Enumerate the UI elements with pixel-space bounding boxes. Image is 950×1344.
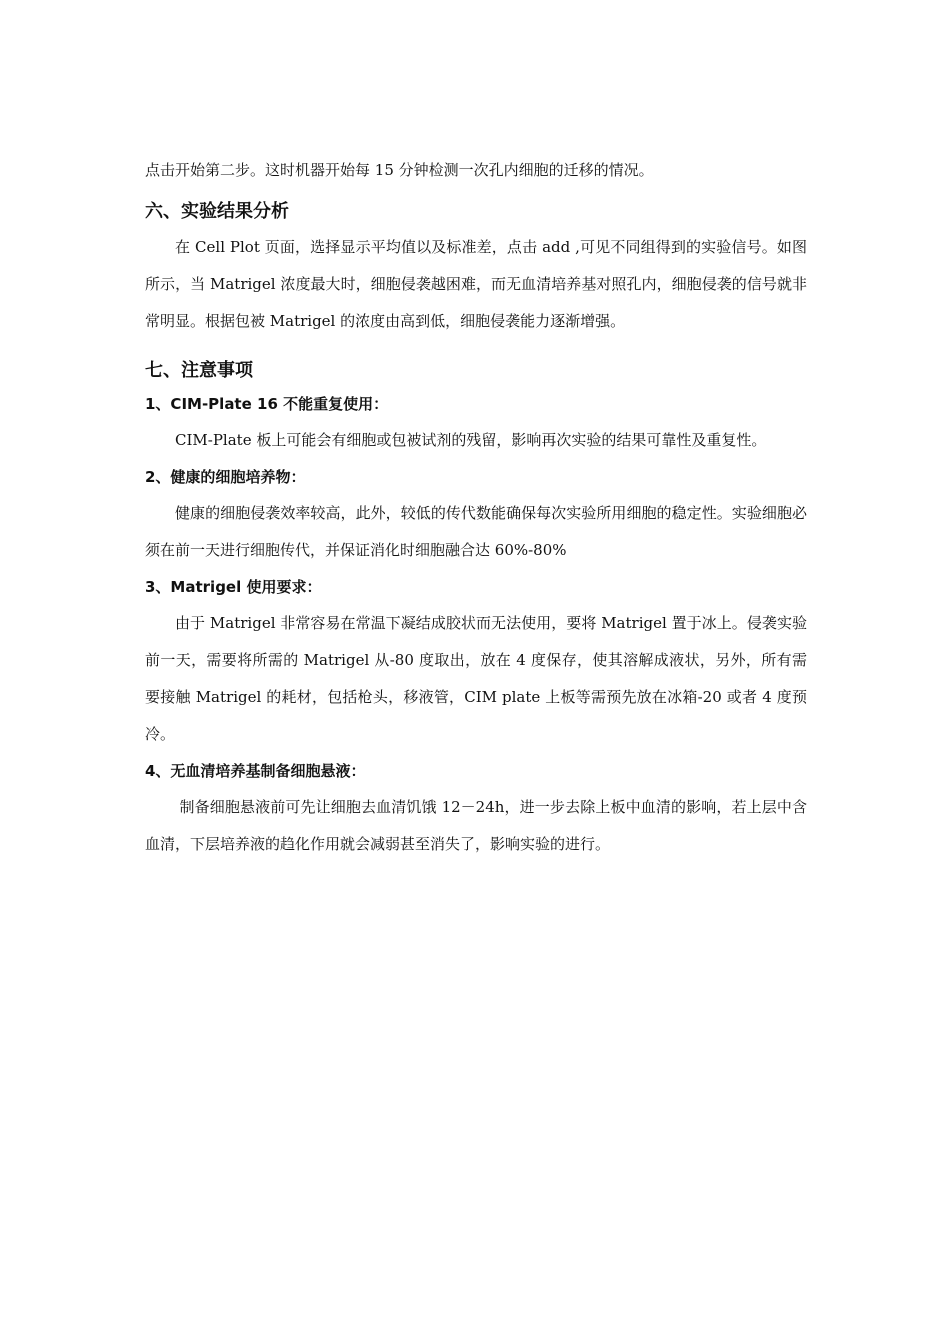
precaution-text-2: 健康的细胞侵袭效率较高，此外，较低的传代数能确保每次实验所用细胞的稳定性。实验细胞必须在前一天进行细胞传代，并保证消化时细胞融合达 60%-80% [145,504,807,559]
precaution-title-3: 3、Matrigel 使用要求： [145,578,322,596]
precaution-title-1: 1、CIM-Plate 16 不能重复使用： [145,395,389,413]
precaution-title-4: 4、无血清培养基制备细胞悬液： [145,762,366,780]
precaution-text-3: 由于 Matrigel 非常容易在常温下凝结成胶状而无法使用，要将 Matrigel 置于冰上。侵袭实验前一天，需要将所需的 Matrigel 从-80 度取出，放在 4 度保存，使其溶解成液状，另外，所有需要接触 Matrigel 的耗材，包括枪头，移液管，CIM plate 上板等需预先放在冰箱-20 或者 4 度预冷。 [145,614,807,743]
section-heading-results-analysis: 六、实验结果分析 [145,201,289,222]
precaution-text-1: CIM-Plate 板上可能会有细胞或包被试剂的残留，影响再次实验的结果可靠性及重复性。 [175,431,767,449]
document-page [145,152,807,863]
section-heading-precautions: 七、注意事项 [145,360,253,381]
intro-paragraph: 点击开始第二步。这时机器开始每 15 分钟检测一次孔内细胞的迁移的情况。 [145,161,654,179]
precaution-text-4: 制备细胞悬液前可先让细胞去血清饥饿 12－24h，进一步去除上板中血清的影响，若上层中含血清，下层培养液的趋化作用就会减弱甚至消失了，影响实验的进行。 [145,798,807,853]
results-analysis-paragraph: 在 Cell Plot 页面，选择显示平均值以及标准差，点击 add ,可见不同组得到的实验信号。如图所示，当 Matrigel 浓度最大时，细胞侵袭越困难，而无血清培养基对照孔内，细胞侵袭的信号就非常明显。根据包被 Matrigel 的浓度由高到低，细胞侵袭能力逐渐增强。 [145,238,807,330]
precaution-title-2: 2、健康的细胞培养物： [145,468,306,486]
